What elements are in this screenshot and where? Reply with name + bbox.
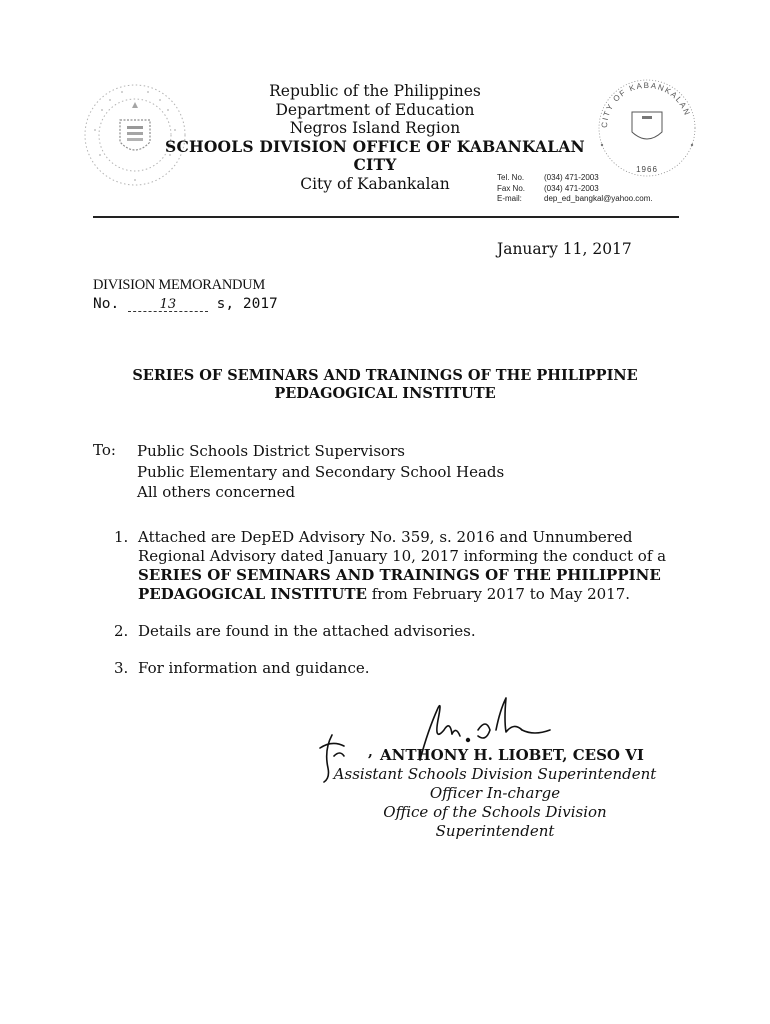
recipient-item: Public Elementary and Secondary School Heads [137, 462, 505, 481]
fax-value: (034) 471-2003 [544, 183, 599, 193]
signatory-title: Officer In-charge [429, 784, 561, 802]
division-office-line: SCHOOLS DIVISION OFFICE OF KABANKALAN CITY [165, 136, 585, 174]
tel-row [497, 173, 653, 184]
body-item [114, 659, 674, 678]
tel-value: (034) 471-2003 [544, 173, 599, 182]
item-number: 1. [114, 528, 129, 546]
city-seal-icon [592, 70, 702, 180]
item-number: 3. [114, 659, 129, 677]
region-line: Negros Island Region [289, 119, 461, 137]
body-item [114, 528, 674, 604]
subject-line-1: SERIES OF SEMINARS AND TRAININGS OF THE PHILIPPINE [132, 367, 638, 384]
signatory-office: Office of the Schools Division Superintendent [383, 803, 607, 840]
tel-label: Tel. No. [497, 173, 525, 182]
recipient-list [137, 441, 504, 503]
item-text [138, 528, 674, 604]
signatory-titles [330, 765, 660, 841]
item-text-bold: SERIES OF SEMINARS AND TRAININGS OF THE PHILIPPINE PEDAGOGICAL INSTITUTE [138, 566, 661, 603]
memo-body [114, 528, 674, 696]
body-item [114, 622, 674, 641]
republic-line: Republic of the Philippines [269, 82, 481, 100]
signatory-name: ANTHONY H. LIOBET, CESO VI [380, 746, 644, 764]
memo-number-label: No. [93, 296, 120, 312]
to-label: To: [93, 441, 116, 459]
item-text: Details are found in the attached advisories. [138, 622, 476, 640]
email-value: dep_ed_bangkal@yahoo.com. [544, 194, 653, 203]
subject-line-2: PEDAGOGICAL INSTITUTE [274, 385, 496, 402]
department-line: Department of Education [275, 100, 475, 119]
item-text: For information and guidance. [138, 659, 370, 677]
recipient-item: All others concerned [137, 483, 296, 501]
city-seal-year: 1966 [636, 165, 658, 174]
svg-text:,: , [368, 744, 373, 760]
item-text-part: Attached are DepED Advisory No. 359, s. 2016 and Unnumbered Regional Advisory dated January 10, 2017 informing the conduct of a [138, 528, 667, 565]
item-number: 2. [114, 622, 129, 640]
city-line: City of Kabankalan [300, 174, 450, 193]
memo-number-value: 13 [128, 299, 208, 312]
memo-number-line [93, 296, 278, 312]
memo-type: DIVISION MEMORANDUM [93, 277, 265, 293]
email-row [497, 194, 653, 205]
city-seal-ring-text: CITY OF KABANKALAN [599, 80, 693, 129]
svg-text:CITY OF KABANKALAN [600, 81, 692, 128]
email-label: E-mail: [497, 194, 522, 203]
header-divider [93, 216, 679, 218]
signatory-title: Assistant Schools Division Superintendent [333, 765, 657, 783]
memo-date: January 11, 2017 [497, 240, 632, 258]
memo-series: s, 2017 [216, 296, 278, 312]
recipient-item: Public Schools District Supervisors [137, 442, 405, 460]
contact-info [497, 173, 653, 205]
fax-row [497, 184, 653, 195]
item-text-part: from February 2017 to May 2017. [366, 585, 631, 603]
fax-label: Fax No. [497, 183, 526, 193]
memo-subject [110, 367, 660, 403]
